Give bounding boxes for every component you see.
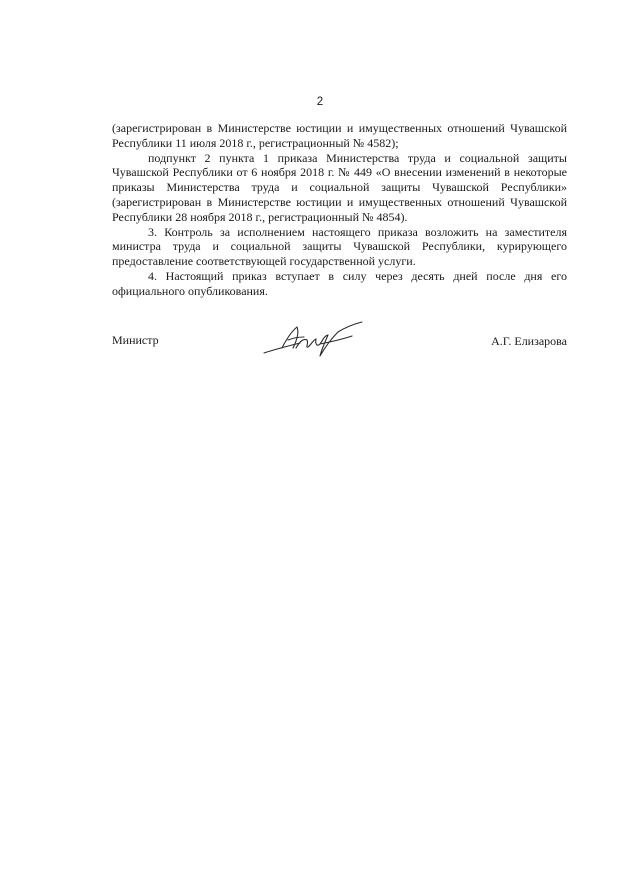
page-number: 2 (316, 96, 324, 108)
paragraph-registration-note: (зарегистрирован в Министерстве юстиции и имущественных отношений Чувашской Республики 11 июля 2018 г., регистрационный № 4582); (112, 121, 567, 150)
document-body (112, 121, 567, 299)
signature-block (112, 318, 567, 368)
paragraph-item-3-control: 3. Контроль за исполнением настоящего приказа возложить на заместителя министра труда и социальной защиты Чувашской Республики, курирующего предоставление соответствующей государственной услуги. (112, 224, 567, 269)
handwritten-signature (260, 318, 368, 362)
paragraph-item-4-effective: 4. Настоящий приказ вступает в силу через десять дней после дня его официального опубликования. (112, 268, 567, 298)
signatory-name: А.Г. Елизарова (491, 334, 567, 348)
paragraph-subitem-2: подпункт 2 пункта 1 приказа Министерства труда и социальной защиты Чувашской Республики от 6 ноября 2018 г. № 449 «О внесении изменений в некоторые приказы Министерства труда и социальной защиты Чувашской Республики» (зарегистрирован в Министерстве юстиции и имущественных отношений Чувашской Республики 28 ноября 2018 г., регистрационный № 4854). (112, 150, 567, 224)
signatory-title: Министр (112, 333, 159, 347)
